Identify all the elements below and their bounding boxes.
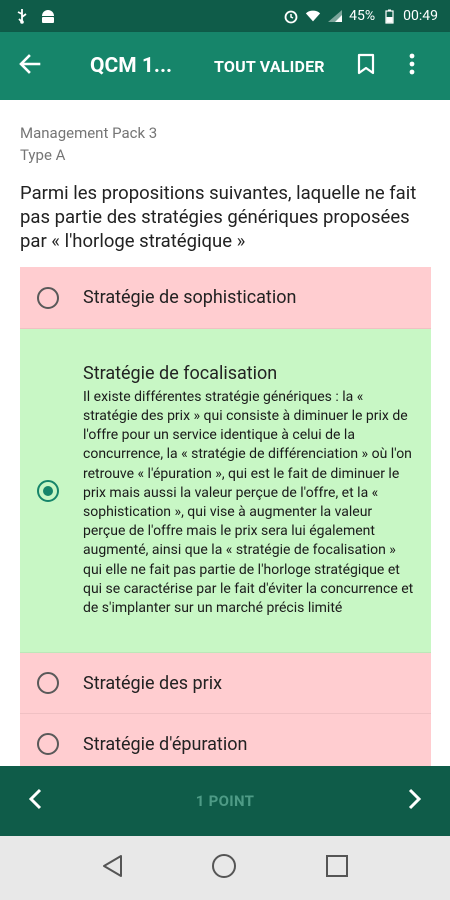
back-button[interactable]	[0, 32, 60, 100]
radio-button[interactable]	[37, 733, 59, 755]
home-circle-icon[interactable]	[211, 853, 237, 883]
answer-option-sophistication[interactable]	[20, 267, 431, 329]
question-meta	[20, 122, 157, 166]
answer-list	[20, 267, 431, 766]
back-triangle-icon[interactable]	[101, 854, 123, 882]
bookmark-button[interactable]	[353, 46, 379, 86]
clock: 00:49	[403, 8, 438, 24]
question-type: Type A	[20, 146, 66, 164]
chevron-right-icon	[408, 788, 422, 814]
bottom-nav-bar	[0, 766, 450, 836]
next-question-button[interactable]	[380, 766, 450, 836]
answer-option-focalisation[interactable]	[20, 329, 431, 653]
answer-label: Stratégie des prix	[83, 672, 223, 694]
answer-option-epuration[interactable]	[20, 714, 431, 766]
more-options-button[interactable]	[399, 46, 425, 86]
answer-label: Stratégie d'épuration	[83, 733, 248, 755]
recents-square-icon[interactable]	[325, 854, 349, 882]
radio-button-checked[interactable]	[37, 480, 59, 502]
radio-button[interactable]	[37, 287, 59, 309]
system-nav-bar	[0, 836, 450, 900]
validate-all-button[interactable]: TOUT VALIDER	[214, 56, 325, 76]
previous-question-button[interactable]	[0, 766, 70, 836]
back-arrow-icon	[19, 53, 41, 79]
bookmark-icon	[357, 53, 375, 79]
battery-percent: 45%	[349, 8, 376, 24]
chevron-left-icon	[28, 788, 42, 814]
app-title: QCM 1...	[90, 54, 173, 78]
answer-label: Stratégie de focalisation	[83, 362, 278, 384]
android-icon	[40, 8, 56, 24]
alarm-icon	[283, 8, 299, 24]
battery-icon	[381, 8, 397, 24]
more-vert-icon	[409, 53, 415, 79]
app-bar	[0, 32, 450, 100]
answer-explanation: Il existe différentes stratégie génériques : la « stratégie des prix » qui consiste à diminuer le prix de l'offre pour un service identique à celui de la concurrence, la « stratégie de différenciation » où l'on retrouve « l'épuration », qui est le fait de diminuer le prix mais aussi la valeur perçue de l'offre, et la « sophistication », qui vise à augmenter la valeur perçue de l'offre mais le prix sera lui également augmenté, ainsi que la « stratégie de focalisation » qui elle ne fait pas partie de l'horloge stratégique et qui se caractérise par le fait d'éviter la concurrence et de s'implanter sur un marché précis limité	[83, 388, 414, 617]
question-text: Parmi les propositions suivantes, laquelle ne fait pas partie des stratégies génériques proposées par « l'horloge stratégique »	[20, 182, 417, 252]
pack-name: Management Pack 3	[20, 124, 158, 142]
radio-button[interactable]	[37, 672, 59, 694]
status-bar	[0, 0, 450, 32]
signal-icon	[327, 8, 343, 24]
wifi-icon	[305, 8, 321, 24]
answer-label: Stratégie de sophistication	[83, 287, 297, 308]
usb-icon	[14, 8, 30, 24]
answer-option-prix[interactable]	[20, 653, 431, 714]
points-label: 1 POINT	[195, 792, 255, 810]
question-content[interactable]	[0, 100, 450, 766]
